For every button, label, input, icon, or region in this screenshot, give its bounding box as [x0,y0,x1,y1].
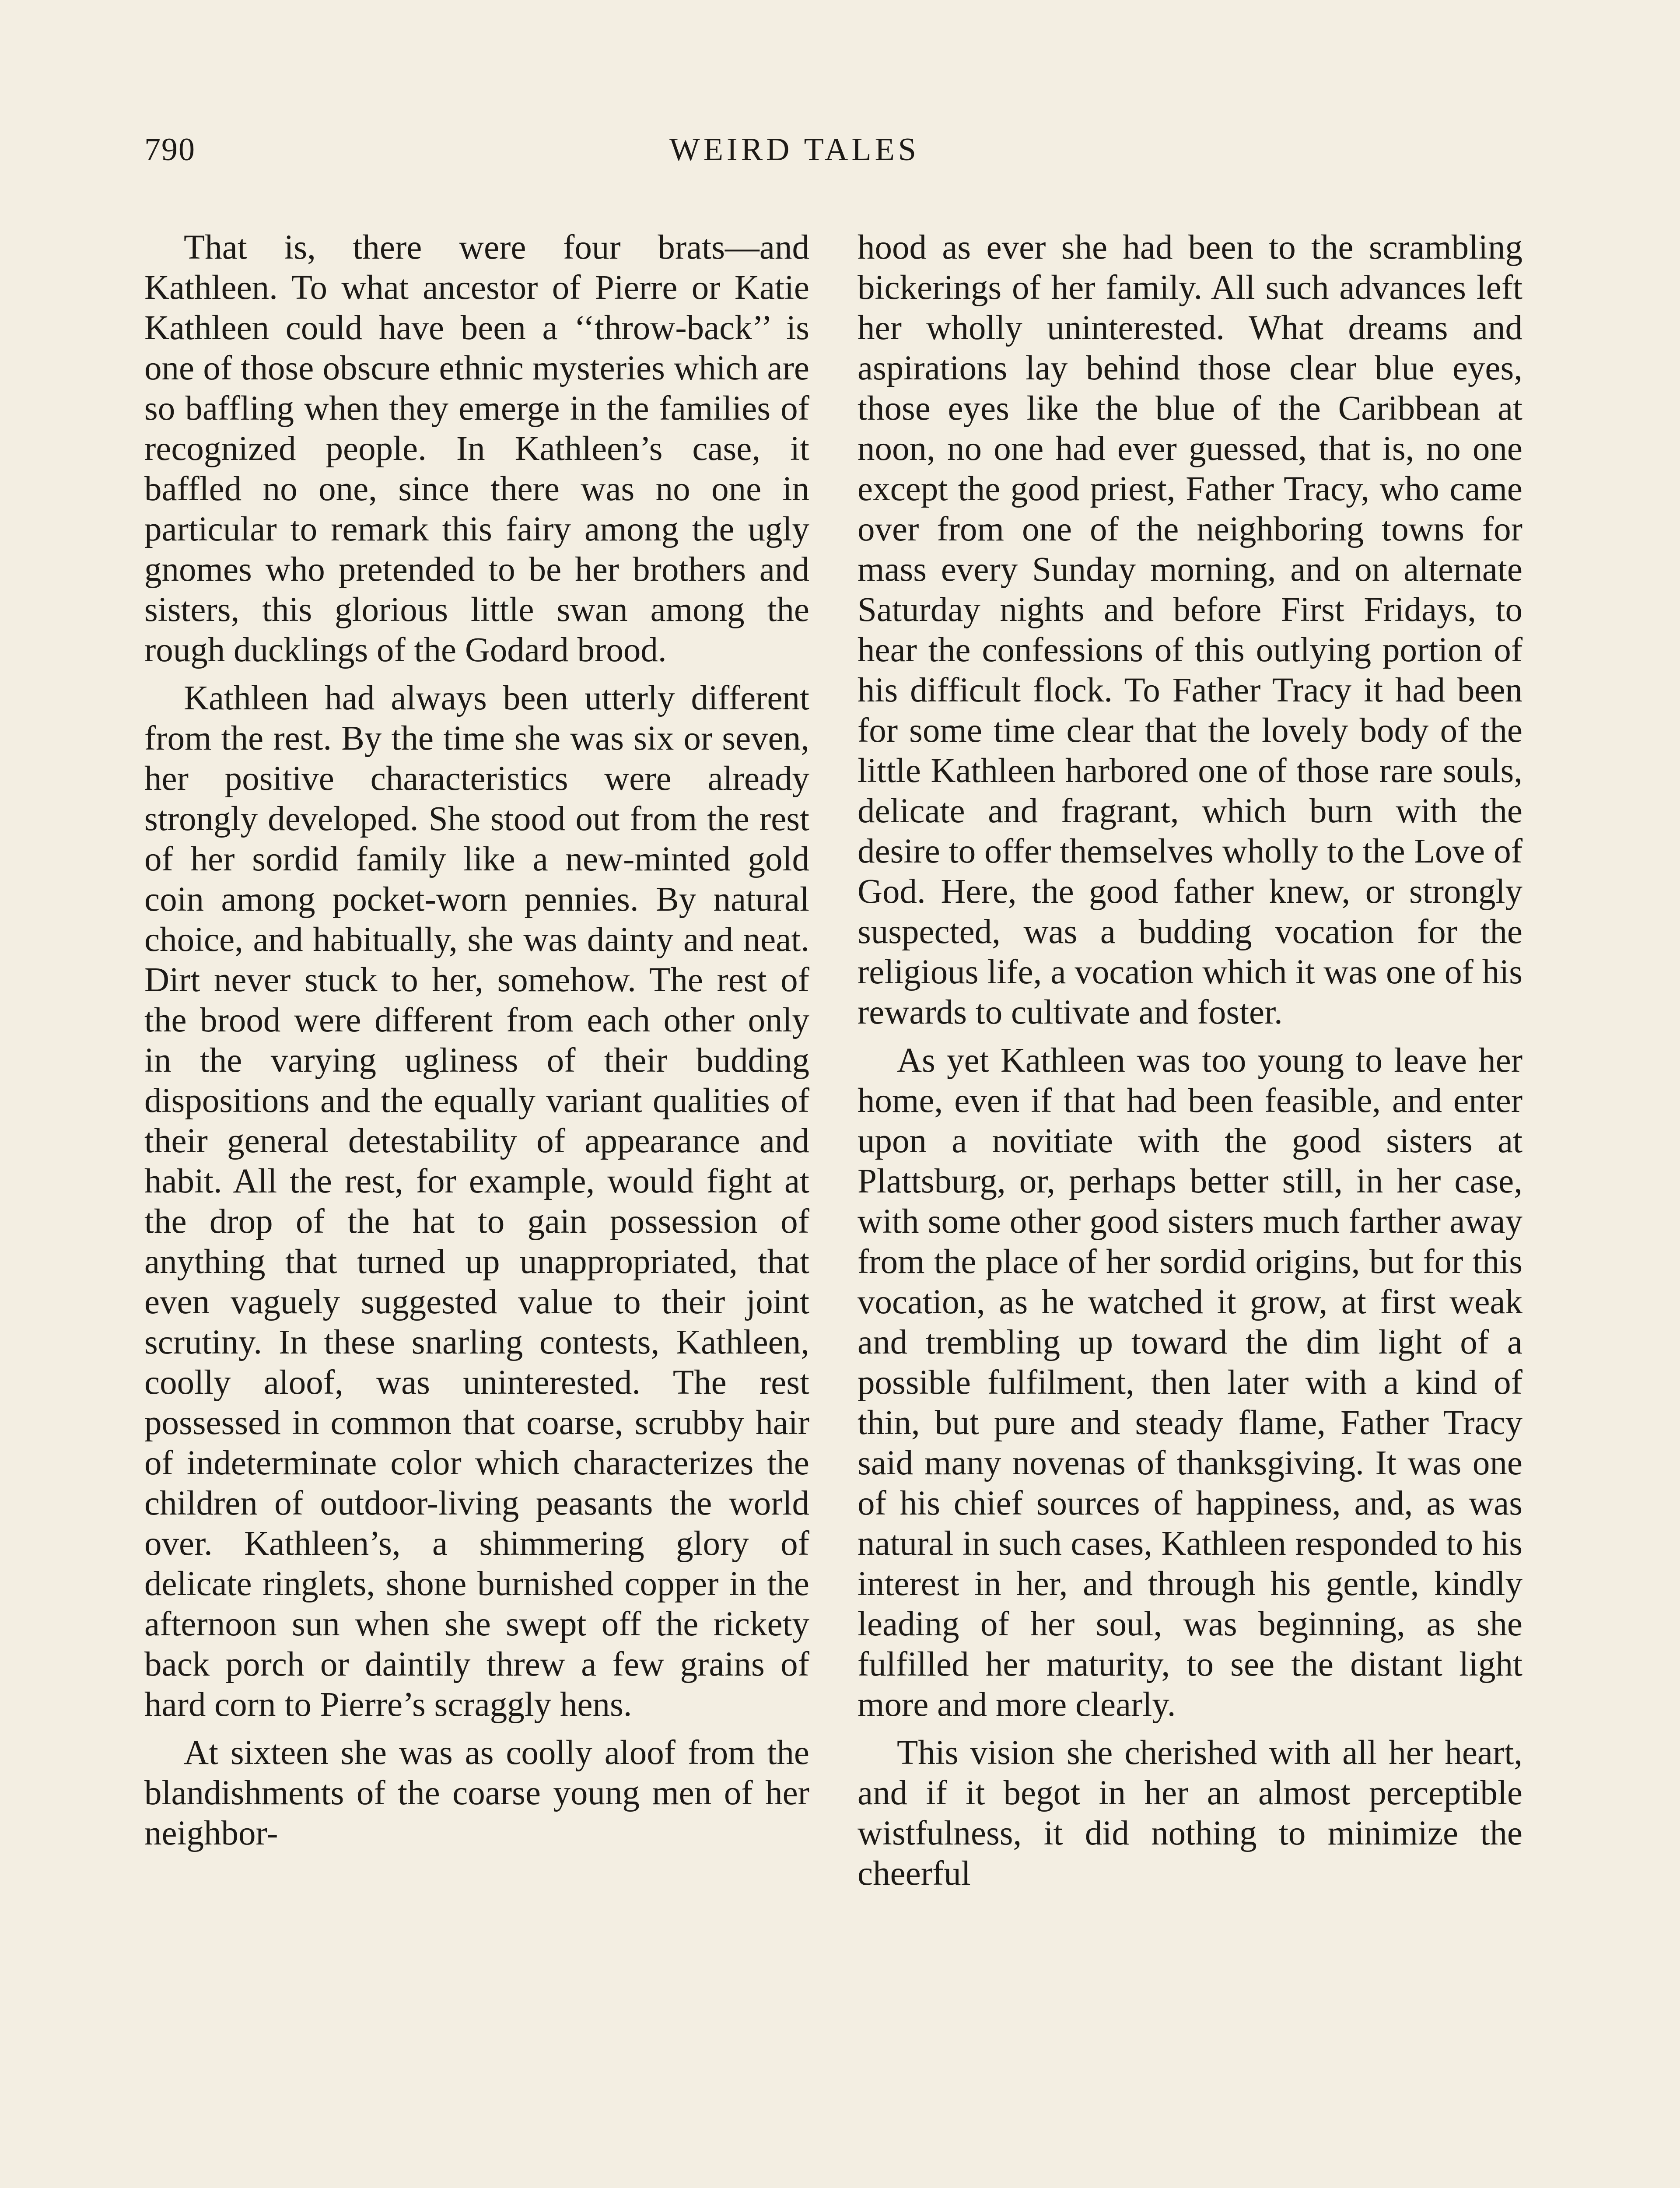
paragraph: This vision she cherished with all her heart, and if it begot in her an almost perceptible wistfulness, it did nothing to minimize the cheerful [858,1734,1522,1893]
left-column [144,228,809,2188]
paragraph: That is, there were four brats—and Kathleen. To what ancestor of Pierre or Katie Kathleen could have been a ‘‘throw-back’’ is one of those obscure ethnic mysteries which are so baffling when they emerge in the families of recognized people. In Kathleen’s case, it baffled no one, since there was no one in particular to remark this fairy among the ugly gnomes who pretended to be her brothers and sisters, this glorious little swan among the rough ducklings of the Godard brood. [144,228,809,669]
paragraph: Kathleen had always been utterly different from the rest. By the time she was six or seven, her positive characteristics were already strongly developed. She stood out from the rest of her sordid family like a new-minted gold coin among pocket-worn pennies. By natural choice, and habitually, she was dainty and neat. Dirt never stuck to her, somehow. The rest of the brood were different from each other only in the varying ugliness of their budding dispositions and the equally variant qualities of their general detestability of appearance and habit. All the rest, for example, would fight at the drop of the hat to gain possession of anything that turned up unappropriated, that even vaguely suggested value to their joint scrutiny. In these snarling contests, Kathleen, coolly aloof, was uninterested. The rest possessed in common that coarse, scrubby hair of indeterminate color which characterizes the children of outdoor-living peasants the world over. Kathleen’s, a shimmering glory of delicate ringlets, shone burnished copper in the afternoon sun when she swept off the rickety back porch or daintily threw a few grains of hard corn to Pierre’s scraggly hens. [144,679,809,1724]
paragraph: hood as ever she had been to the scrambling bickerings of her family. All such advances left her wholly uninterested. What dreams and aspirations lay behind those clear blue eyes, those eyes like the blue of the Caribbean at noon, no one had ever guessed, that is, no one except the good priest, Father Tracy, who came over from one of the neighboring towns for mass every Sunday morning, and on alternate Saturday nights and before First Fridays, to hear the confessions of this outlying portion of his difficult flock. To Father Tracy it had been for some time clear that the lovely body of the little Kathleen harbored one of those rare souls, delicate and fragrant, which burn with the desire to offer themselves wholly to the Love of God. Here, the good father knew, or strongly suspected, was a budding vocation for the religious life, a vocation which it was one of his rewards to cultivate and foster. [858,228,1522,1031]
paragraph: At sixteen she was as coolly aloof from the blandishments of the coarse young men of her neighbor- [144,1734,809,1852]
right-column [858,228,1522,2188]
page-header [144,131,1531,184]
page-number: 790 [144,132,196,168]
running-head: WEIRD TALES [669,132,920,168]
paragraph: As yet Kathleen was too young to leave her home, even if that had been feasible, and enter upon a novitiate with the good sisters at Plattsburg, or, perhaps better still, in her case, with some other good sisters much farther away from the place of her sordid origins, but for this vocation, as he watched it grow, at first weak and trembling up toward the dim light of a possible fulfilment, then later with a kind of thin, but pure and steady flame, Father Tracy said many novenas of thanksgiving. It was one of his chief sources of happiness, and, as was natural in such cases, Kathleen responded to his interest in her, and through his gentle, kindly leading of her soul, was beginning, as she fulfilled her maturity, to see the distant light more and more clearly. [858,1041,1522,1724]
